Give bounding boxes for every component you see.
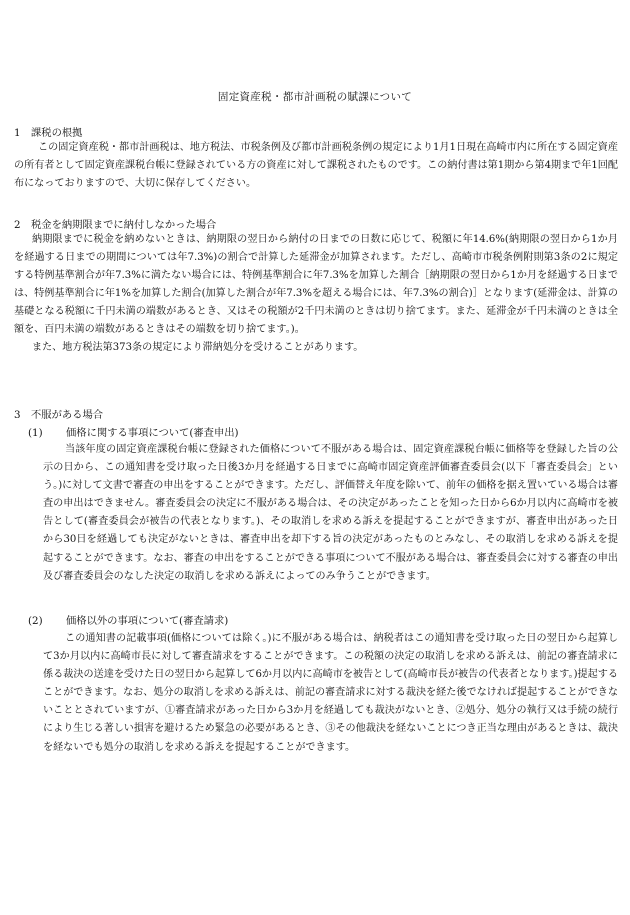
section-title: 課税の根拠 (31, 127, 83, 139)
subsection-2-heading (28, 612, 228, 627)
subsection-2-paragraph: この通知書の記載事項(価格については除く。)に不服がある場合は、納税者はこの通知書を受け取った日の翌日から起算して3か月以内に高崎市長に対して審査請求をすることができます。この税額の決定の取消しを求める訴えは、前記の審査請求に係る裁決の送達を受けた日の翌日から起算して6か月以内に高崎市を被告として(高崎市長が被告の代表者となります。)提起することができます。なお、処分の取消しを求める訴えは、前記の審査請求に対する裁決を経た後でなければ提起することができないこととされていますが、①審査請求があった日から3か月を経過しても裁決がないとき、②処分、処分の執行又は手続の続行により生じる著しい損害を避けるため緊急の必要があるとき、③その他裁決を経ないことにつき正当な理由があるときは、裁決を経ないでも処分の取消しを求める訴えを提起することができます。 (43, 633, 618, 753)
section-1-paragraph: この固定資産税・都市計画税は、地方税法、市税条例及び都市計画税条例の規定により1月1日現在高崎市内に所在する固定資産の所有者として固定資産課税台帳に登録されている方の資産に対して課税されたものです。この納付書は第1期から第4期まで年1回配布になっておりますので、大切に保存してください。 (14, 142, 618, 190)
section-2-paragraph-2: また、地方税法第373条の規定により滞納処分を受けることがあります。 (32, 342, 364, 353)
subsection-number: (1) (28, 427, 43, 439)
subsection-title: 価格以外の事項について(審査請求) (66, 615, 229, 627)
section-number: 3 (14, 409, 21, 421)
section-number: 1 (14, 127, 21, 139)
section-title: 不服がある場合 (31, 409, 104, 421)
document-title: 固定資産税・都市計画税の賦課について (217, 91, 413, 103)
subsection-1-paragraph: 当該年度の固定資産課税台帳に登録された価格について不服がある場合は、固定資産課税台帳に価格等を登録した旨の公示の日から、この通知書を受け取った日後3か月を経過する日までに高崎市固定資産評価審査委員会(以下「審査委員会」という。)に対して文書で審査の申出をすることができます。ただし、評価替え年度を除いて、前年の価格を据え置いている場合は審査の申出はできません。審査委員会の決定に不服がある場合は、その決定があったことを知った日から6か月以内に高崎市を被告として(審査委員会が被告の代表となります。)、その取消しを求める訴えを提起することができますが、審査申出があった日から30日を経過しても決定がないときは、審査申出を却下する旨の決定があったものとみなし、その取消しを求める訴えを提起することができます。なお、審査の申出をすることができる事項について不服がある場合は、審査委員会に対する審査の申出及び審査委員会のなした決定の取消しを求める訴えによってのみ争うことができます。 (43, 444, 618, 582)
section-title: 税金を納期限までに納付しなかった場合 (31, 219, 217, 231)
section-2-paragraph: 納期限までに税金を納めないときは、納期限の翌日から納付の日までの日数に応じて、税額に年14.6%(納期限の翌日から1か月を経過する日までの期間については年7.3%)の割合で計算した延滞金が加算されます。ただし、高崎市市税条例附則第3条の2に規定する特例基準割合が年7.3%に満たない場合には、特例基準割合に年7.3%を加算した割合［納期限の翌日から1か月を経過する日までは、特例基準割合に年1%を加算した割合(加算した割合が年7.3%を超える場合には、年7.3%の割合)］となります(延滞金は、計算の基礎となる税額に千円未満の端数があるとき、又はその税額が2千円未満のときは切り捨てます。また、延滞金が千円未満のときは全額を、百円未満の端数があるときはその端数を切り捨てます。)。 (14, 234, 618, 336)
section-number: 2 (14, 219, 21, 231)
section-3-heading (14, 406, 103, 421)
section-1-heading (14, 124, 82, 139)
section-2-heading (14, 216, 216, 231)
subsection-number: (2) (28, 615, 43, 627)
subsection-1-heading (28, 424, 239, 439)
subsection-title: 価格に関する事項について(審査申出) (66, 427, 239, 439)
